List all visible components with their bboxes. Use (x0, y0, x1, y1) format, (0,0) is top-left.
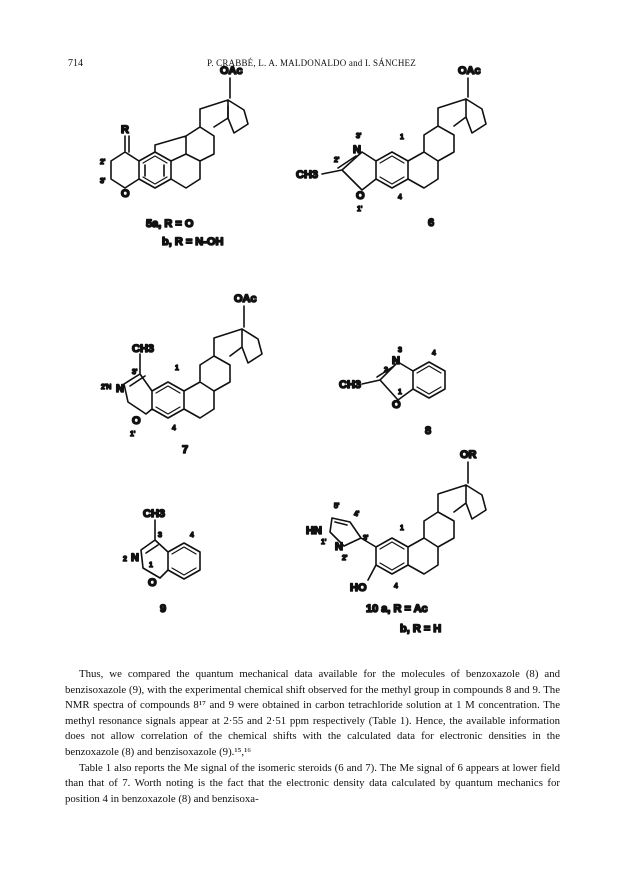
structure-6-ch3-label: CH3 (296, 169, 319, 181)
structure-10-hn-label: HN (306, 525, 322, 537)
structure-6-n-label: N (353, 144, 361, 156)
structure-6-num4-label: 4 (398, 194, 402, 201)
structure-6-bonds (322, 78, 486, 190)
structure-10-pos2-label: 2' (342, 555, 348, 562)
structure-8-pos1-label: 1 (398, 389, 402, 396)
structure-6 (296, 65, 486, 229)
structure-8-ch3-label: CH3 (339, 379, 362, 391)
structure-10-num4-label: 4 (394, 583, 398, 590)
body-text (65, 667, 560, 807)
structure-10-n-label: N (335, 541, 343, 553)
structure-7-ch3-label: CH3 (132, 343, 155, 355)
structure-5-caption-a: 5a, R = O (146, 218, 194, 230)
structure-10-pos1-label: 1' (321, 539, 327, 546)
structure-7-num4-label: 4 (172, 425, 176, 432)
structure-7-o-label: O (132, 415, 141, 427)
structure-9-o-label: O (148, 577, 157, 589)
structure-10-bonds (330, 462, 486, 580)
structure-9-ch3-label: CH3 (143, 508, 166, 520)
structure-5-o-label: O (121, 188, 130, 200)
structure-7-num1-label: 1 (175, 365, 179, 372)
body-paragraph-1: Thus, we compared the quantum mechanical data available for the molecules of benzoxazole (8) and benzisoxazole (9), with the experimental chemical shift observed for the methyl group in compounds 8 and 9. The NMR spectra of compounds 8¹⁷ and 9 were obtained in carbon tetrachloride solution at 1 M concentration. The methyl resonance signals appear at 2·55 and 2·51 ppm respectively (Table 1). Hence, the available information does not allow correlation of the chemical shifts with the calculated data for electronic densities in the benzoxazole (8) and benzisoxazole (9).¹⁵,¹⁶ (65, 668, 560, 758)
structure-7-bonds (124, 306, 262, 418)
structure-10-num1-label: 1 (400, 525, 404, 532)
structure-7-n-label: N (116, 383, 124, 395)
structure-10-pos4-label: 4' (354, 511, 360, 518)
structure-9 (123, 508, 200, 615)
structure-8-caption: 8 (425, 425, 432, 437)
structure-9-pos2-label: 2 (123, 556, 127, 563)
structure-8-n-label: N (392, 355, 400, 367)
structure-5 (100, 65, 248, 248)
structure-10-caption-b: b, R = H (400, 623, 442, 635)
structure-8-pos2-label: 2 (384, 367, 388, 374)
structure-6-oac-label: OAc (458, 65, 481, 77)
structure-8-pos3-label: 3 (398, 347, 402, 354)
structure-8-benzene-inner (417, 366, 441, 394)
structure-6-pos1-label: 1' (357, 206, 363, 213)
structure-7-caption: 7 (182, 444, 189, 456)
structure-5-pos3-label: 3' (100, 178, 106, 185)
structure-6-num1-label: 1 (400, 134, 404, 141)
running-head: P. CRABBÉ, L. A. MALDONALDO and I. SÁNCHEZ (207, 58, 416, 68)
structure-6-pos3-label: 3' (356, 133, 362, 140)
structure-10-caption-a: 10 a, R = Ac (366, 603, 428, 615)
structure-5-bonds (111, 78, 248, 188)
structure-6-benzene-inner (380, 156, 404, 184)
structure-10-benzene-inner (380, 542, 404, 570)
structure-6-caption: 6 (428, 217, 435, 229)
structure-5-r-label: R (121, 124, 129, 136)
structure-9-n-label: N (131, 552, 139, 564)
structure-7-benzene-inner (156, 386, 180, 414)
structure-5-oac-label: OAc (220, 65, 243, 77)
structure-9-pos3-label: 3 (158, 532, 162, 539)
structure-10-pos5-label: 5' (334, 503, 340, 510)
structure-8 (339, 347, 445, 437)
structure-7-pos2-label: 2'N (101, 384, 112, 391)
structure-10-ho-label: HO (350, 582, 367, 594)
body-paragraph-2: Table 1 also reports the Me signal of the isomeric steroids (6 and 7). The Me signal of 6 appears at lower field than that of 7. Worth noting is the fact that the electronic density data calculated by quantum mechanics for position 4 in benzoxazole (8) and benzisoxa- (65, 761, 560, 805)
structure-10-pos3-label: 3' (363, 535, 369, 542)
structure-7 (101, 293, 262, 456)
structure-8-pos4-label: 4 (432, 350, 436, 357)
structure-9-benzene-inner (172, 547, 196, 575)
structure-10 (306, 449, 486, 635)
page-number: 714 (68, 58, 83, 69)
structure-10-or-label: OR (460, 449, 477, 461)
structure-6-pos2-label: 2' (334, 157, 340, 164)
structure-9-pos1-label: 1 (149, 562, 153, 569)
structure-9-pos4-label: 4 (190, 532, 194, 539)
structure-5-caption-b: b, R = N-OH (162, 236, 224, 248)
structure-8-o-label: O (392, 399, 401, 411)
structure-7-oac-label: OAc (234, 293, 257, 305)
structure-7-pos3-label: 3' (132, 369, 138, 376)
structure-6-o-label: O (356, 190, 365, 202)
structure-7-pos1-label: 1' (130, 431, 136, 438)
structure-9-caption: 9 (160, 603, 167, 615)
structure-5-pos2-label: 2' (100, 159, 106, 166)
